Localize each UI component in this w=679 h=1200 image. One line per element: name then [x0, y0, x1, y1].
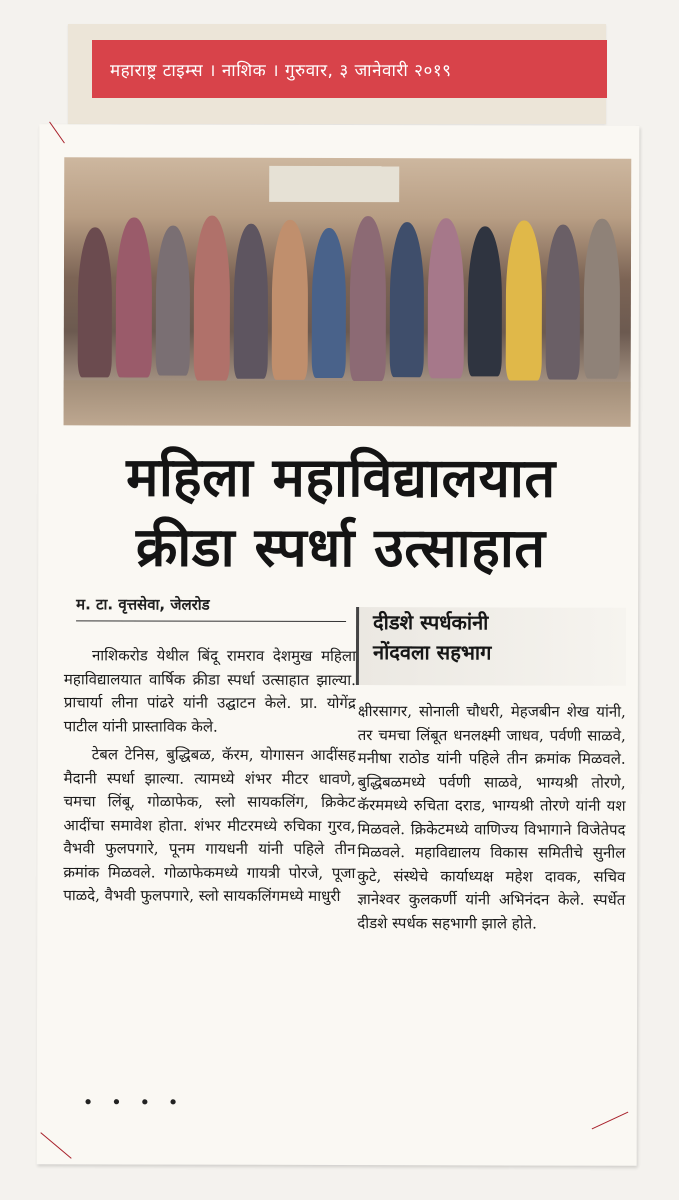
- article-paragraph: क्षीरसागर, सोनाली चौधरी, मेहजबीन शेख यांनी, तर चमचा लिंबूत धनलक्ष्मी जाधव, पर्वणी साळवे, मनीषा राठोड यांनी पहिले तीन क्रमांक मिळवले. बुद्धिबळमध्ये पर्वणी साळवे, भाग्यश्री तोरणे, कॅरममध्ये रुचिता दराड, भाग्यश्री तोरणे यांनी यश मिळवले. क्रिकेटमध्ये वाणिज्य विभागाने विजेतेपद मिळवले. महाविद्यालय विकास समितीचे सुनील कुटे, संस्थेचे कार्याध्यक्ष महेश दावक, सचिव ज्ञानेश्वर कुलकर्णी यांनी अभिनंदन केले. स्पर्धेत दीडशे स्पर्धक सहभागी झाले होते.: [357, 702, 626, 933]
- photo-person: [428, 218, 464, 378]
- photo-person: [312, 228, 346, 378]
- masthead-text: महाराष्ट्र टाइम्स । नाशिक । गुरुवार, ३ जानेवारी २०१९: [110, 60, 452, 81]
- end-dots: • • • •: [82, 1092, 185, 1114]
- photo-person: [468, 226, 502, 376]
- photo-person: [78, 227, 112, 377]
- article-headline: [58, 442, 623, 583]
- newspaper-clipping: [37, 124, 640, 1166]
- article-paragraph: नाशिकरोड येथील बिंदू रामराव देशमुख महिला महाविद्यालयात वार्षिक क्रीडा स्पर्धा उत्साहात झाल्या. प्राचार्या लीना पांढरे यांनी उद्घाटन केले. प्रा. योगेंद्र पाटील यांनी प्रास्ताविक केले.: [63, 646, 356, 736]
- photo-person: [584, 219, 620, 379]
- photo-person: [234, 224, 268, 379]
- photo-person: [350, 216, 386, 381]
- photo-person: [390, 222, 424, 377]
- article-column-right: [357, 700, 626, 941]
- group-photo: [64, 157, 632, 426]
- photo-person: [546, 225, 580, 380]
- headline-line-2: क्रीडा स्पर्धा उत्साहात: [135, 515, 546, 580]
- article-subhead: [356, 607, 626, 686]
- photo-person: [272, 220, 308, 380]
- article-paragraph: टेबल टेनिस, बुद्धिबळ, कॅरम, योगासन आदींसह मैदानी स्पर्धा झाल्या. त्यामध्ये शंभर मीटर धावणे, चमचा लिंबू, गोळाफेक, स्लो सायकलिंग, क्रिकेट आदींचा समावेश होता. शंभर मीटरमध्ये रुचिका गुरव, वैभवी फुलपगारे, पूनम गायधनी यांनी पहिले तीन क्रमांक मिळवले. गोळाफेकमध्ये गायत्री पोरजे, पूजा पाळदे, वैभवी फुलपगारे, स्लो सायकलिंगमध्ये माधुरी: [63, 745, 356, 906]
- photo-person: [506, 220, 542, 380]
- photo-banner: [269, 166, 399, 202]
- article-byline: म. टा. वृत्तसेवा, जेलरोड: [76, 594, 346, 622]
- article-column-left: [63, 644, 356, 913]
- photo-person: [116, 217, 152, 377]
- subhead-line-2: नोंदवला सहभाग: [372, 640, 492, 665]
- newspaper-masthead: [92, 40, 607, 98]
- photo-person: [194, 216, 230, 381]
- subhead-line-1: दीडशे स्पर्धकांनी: [373, 610, 489, 635]
- photo-person: [156, 226, 190, 376]
- photo-ground: [64, 380, 631, 426]
- headline-line-1: महिला महाविद्यालयात: [126, 445, 556, 510]
